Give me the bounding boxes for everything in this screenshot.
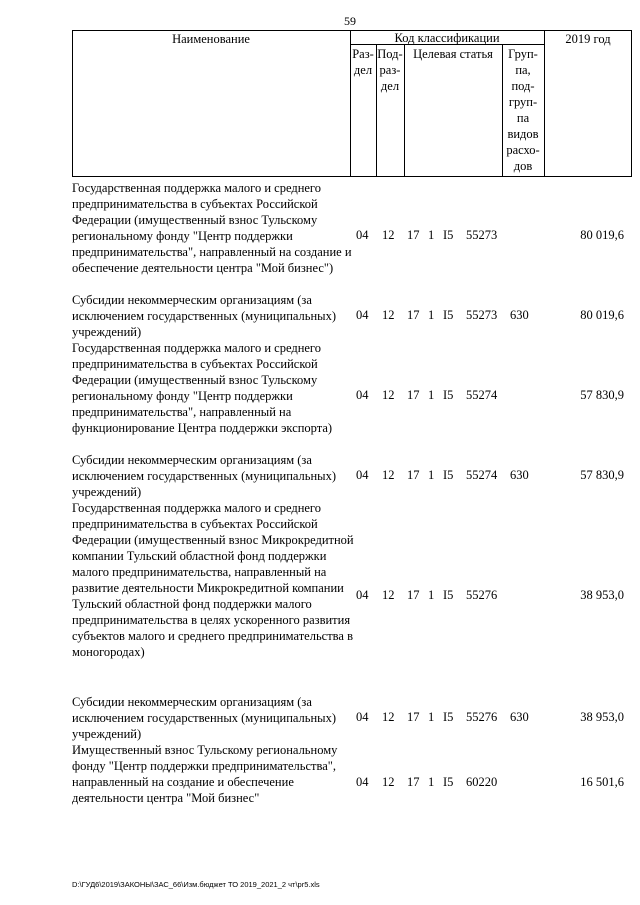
row-razdel: 04 [356, 710, 369, 724]
row-target-code: 55276 [466, 588, 498, 602]
row-podrazdel: 12 [382, 588, 395, 602]
header-name: Наименование [172, 32, 250, 46]
row-podrazdel: 12 [382, 468, 395, 482]
file-path-footer: D:\ГУД6\2019\ЗАКОНЫ\ЗАС_66\Изм.бюджет ТО 2019_2021_2 чт\pr5.xls [72, 880, 320, 889]
row-name: Государственная поддержка малого и среднего предпринимательства в субъектах Российской Федерации (имущественный взнос Микрокредитной компании Тульский областной фонд поддержки малого предпринимательства, направленный на развитие деятельности Микрокредитной компании Тульский областной фонд поддержки малого предпринимательства в целях ускоренного развития субъектов малого и среднего предпринимательства в моногородах) [72, 501, 354, 659]
row-target-subprogram: 1 [428, 588, 435, 602]
row-amount: 80 019,6 [580, 228, 624, 242]
row-target-code: 60220 [466, 775, 498, 789]
row-target-subprogram: 1 [428, 308, 435, 322]
header-target: Целевая статья [413, 47, 493, 61]
row-name: Субсидии некоммерческим организациям (за исключением государственных (муниципальных) учреждений) [72, 453, 336, 499]
row-amount: 38 953,0 [580, 588, 624, 602]
row-target-project: I5 [443, 308, 454, 322]
row-target-program: 17 [407, 388, 420, 402]
row-target-project: I5 [443, 775, 454, 789]
row-amount: 16 501,6 [580, 775, 624, 789]
row-name: Государственная поддержка малого и среднего предпринимательства в субъектах Российской Федерации (имущественный взнос Тульскому региональному фонду "Центр поддержки предпринимательства", направленный на функционирование Центра поддержки экспорта) [72, 341, 333, 435]
row-razdel: 04 [356, 308, 369, 322]
row-target-program: 17 [407, 308, 420, 322]
header-razdel: Раз- дел [352, 47, 374, 77]
row-target-code: 55274 [466, 468, 498, 482]
row-podrazdel: 12 [382, 228, 395, 242]
row-expense-group: 630 [510, 468, 529, 482]
row-expense-group: 630 [510, 710, 529, 724]
header-group: Груп- па, под- груп- па видов расхо- дов [506, 47, 540, 173]
row-target-code: 55276 [466, 710, 498, 724]
row-amount: 57 830,9 [580, 468, 624, 482]
row-target-subprogram: 1 [428, 775, 435, 789]
header-podrazdel: Под- раз- дел [377, 47, 403, 93]
row-razdel: 04 [356, 588, 369, 602]
row-target-code: 55273 [466, 228, 498, 242]
row-target-program: 17 [407, 588, 420, 602]
row-target-code: 55274 [466, 388, 498, 402]
row-podrazdel: 12 [382, 710, 395, 724]
row-target-subprogram: 1 [428, 228, 435, 242]
row-name: Субсидии некоммерческим организациям (за исключением государственных (муниципальных) учреждений) [72, 293, 336, 339]
row-name: Субсидии некоммерческим организациям (за исключением государственных (муниципальных) учреждений) [72, 695, 336, 741]
row-target-subprogram: 1 [428, 388, 435, 402]
row-target-project: I5 [443, 228, 454, 242]
row-razdel: 04 [356, 228, 369, 242]
row-target-program: 17 [407, 468, 420, 482]
row-amount: 38 953,0 [580, 710, 624, 724]
row-podrazdel: 12 [382, 308, 395, 322]
page-number: 59 [344, 14, 356, 28]
row-amount: 57 830,9 [580, 388, 624, 402]
row-target-project: I5 [443, 588, 454, 602]
row-razdel: 04 [356, 775, 369, 789]
row-target-project: I5 [443, 388, 454, 402]
row-amount: 80 019,6 [580, 308, 624, 322]
row-target-code: 55273 [466, 308, 498, 322]
row-target-project: I5 [443, 468, 454, 482]
row-target-subprogram: 1 [428, 468, 435, 482]
header-year: 2019 год [565, 32, 611, 46]
row-podrazdel: 12 [382, 775, 395, 789]
row-name: Имущественный взнос Тульскому региональному фонду "Центр поддержки предпринимательства", направленный на создание и обеспечение деятельности центра "Мой бизнес" [72, 743, 338, 805]
row-expense-group: 630 [510, 308, 529, 322]
row-target-program: 17 [407, 228, 420, 242]
row-razdel: 04 [356, 468, 369, 482]
row-podrazdel: 12 [382, 388, 395, 402]
row-target-project: I5 [443, 710, 454, 724]
row-name: Государственная поддержка малого и среднего предпринимательства в субъектах Российской Федерации (имущественный взнос Тульскому региональному фонду "Центр поддержки предпринимательства", направленный на создание и обеспечение деятельности центра "Мой бизнес") [72, 181, 352, 275]
header-code-group: Код классификации [394, 31, 500, 45]
row-target-program: 17 [407, 710, 420, 724]
row-target-program: 17 [407, 775, 420, 789]
row-target-subprogram: 1 [428, 710, 435, 724]
row-razdel: 04 [356, 388, 369, 402]
